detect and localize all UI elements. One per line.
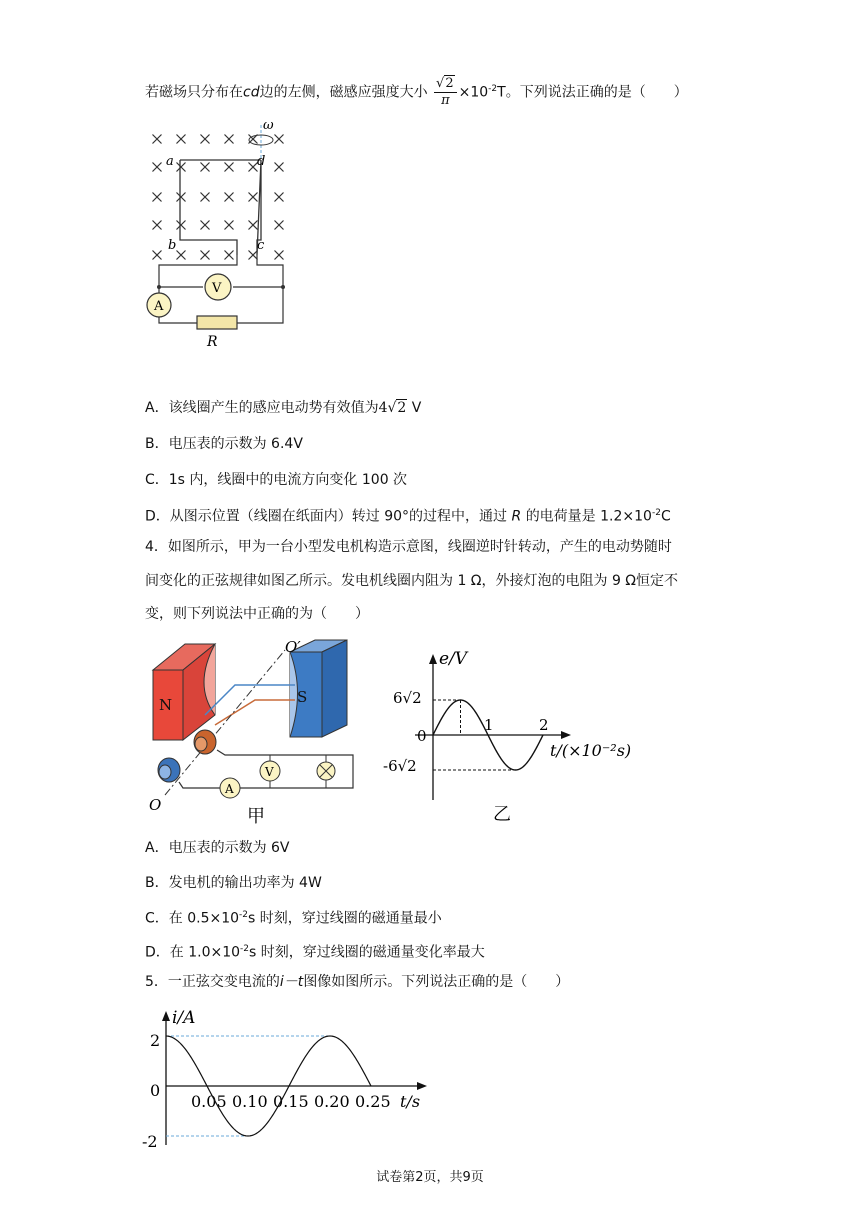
x-axis-label: t/(×10⁻²s): [550, 741, 632, 760]
field-cross-icon: [225, 163, 234, 172]
field-cross-icon: [201, 163, 210, 172]
label-o-prime: O′: [285, 638, 301, 656]
y-axis-label: e/V: [439, 649, 468, 669]
field-cross-icon: [275, 251, 284, 260]
field-cross-icon: [153, 251, 162, 260]
x-tick-label: 0.05: [191, 1092, 227, 1111]
y-tick-label: -6√2: [383, 757, 417, 775]
svg-text:N: N: [159, 696, 173, 714]
omega-label: ω: [263, 118, 274, 133]
y-tick-label: -2: [142, 1132, 158, 1151]
coil: [180, 160, 261, 255]
field-cross-icon: [177, 135, 186, 144]
field-cross-icon: [225, 221, 234, 230]
svg-text:V: V: [265, 765, 274, 779]
field-cross-icon: [177, 193, 186, 202]
x-tick-labels: [191, 1092, 391, 1111]
resistor-icon: [197, 316, 237, 329]
q4-option-b: B．发电机的输出功率为 4W: [145, 875, 322, 891]
field-cross-icon: [201, 251, 210, 260]
field-cross-icon: [225, 251, 234, 260]
caption-yi: 乙: [493, 804, 511, 825]
svg-text:V: V: [212, 281, 222, 296]
field-cross-icon: [153, 193, 162, 202]
x-tick-label: 0.25: [355, 1092, 391, 1111]
q3-option-c: C．1s 内，线圈中的电流方向变化 100 次: [145, 472, 408, 488]
q3-fraction: $\frac{√2}{\pi}$: [434, 76, 457, 109]
y-tick-label: 0: [150, 1081, 161, 1100]
q4-option-a: A．电压表的示数为 6V: [145, 840, 290, 856]
page-footer: 试卷第2页，共9页: [376, 1170, 484, 1185]
field-cross-icon: [153, 163, 162, 172]
q4-stem-line2: 间变化的正弦规律如图乙所示。发电机线圈内阻为 1 Ω，外接灯泡的电阻为 9 Ω恒定不: [145, 573, 679, 589]
field-cross-icon: [225, 135, 234, 144]
field-cross-icon: [249, 221, 258, 230]
label-c: c: [257, 238, 265, 253]
x-axis-label: t/s: [400, 1092, 421, 1111]
field-cross-icon: [225, 193, 234, 202]
field-cross-icon: [249, 193, 258, 202]
q5-stem: 5．一正弦交变电流的i－t图像如图所示。下列说法正确的是（ ）: [145, 974, 570, 990]
y-tick-label: 2: [150, 1031, 161, 1050]
q3-option-b: B．电压表的示数为 6.4V: [145, 436, 303, 452]
q3-circuit-figure: [145, 115, 315, 355]
field-cross-icon: [275, 135, 284, 144]
field-cross-icon: [153, 135, 162, 144]
x-tick-label: 2: [539, 716, 549, 734]
field-cross-icon: [201, 193, 210, 202]
current-time-chart: [140, 1005, 460, 1150]
field-cross-icon: [275, 193, 284, 202]
field-cross-icon: [177, 221, 186, 230]
emf-time-chart: [375, 640, 645, 830]
field-cross-icon: [275, 163, 284, 172]
q3-cd: cd: [243, 84, 260, 101]
q4-option-d: D．在 $1.0\times 10^{-2}s$ 时刻，穿过线圈的磁通量变化率最大: [145, 944, 485, 961]
field-cross-icon: [275, 221, 284, 230]
label-R: R: [207, 334, 218, 350]
x-tick-label: 0.15: [273, 1092, 309, 1111]
label-a: a: [166, 154, 174, 169]
svg-text:A: A: [225, 782, 234, 796]
q4-option-c: C．在 $0.5\times 10^{-2}s$ 时刻，穿过线圈的磁通量最小: [145, 910, 442, 927]
svg-text:S: S: [297, 688, 308, 706]
field-cross-icon: [201, 135, 210, 144]
y-tick-label: 0: [417, 727, 427, 745]
q3-stem: 若磁场只分布在cd边的左侧，磁感应强度大小 $\frac{√2}{\pi}$ $\times 10^{-2}T$。下列说法正确的是（ ）: [145, 76, 688, 108]
x-tick-label: 1: [484, 716, 494, 734]
svg-text:A: A: [154, 299, 164, 314]
x-tick-label: 0.10: [232, 1092, 268, 1111]
q3-option-a: A．该线圈产生的感应电动势有效值为4√2 V: [145, 400, 422, 416]
x-tick-label: 0.20: [314, 1092, 350, 1111]
label-d: d: [257, 154, 266, 169]
caption-jia: 甲: [247, 806, 265, 827]
field-cross-icon: [177, 163, 186, 172]
field-cross-icon: [153, 221, 162, 230]
field-cross-icon: [177, 251, 186, 260]
y-tick-label: 6√2: [393, 689, 422, 707]
label-o: O: [149, 796, 162, 814]
label-b: b: [168, 238, 177, 253]
field-cross-icon: [201, 221, 210, 230]
generator-figure: [145, 630, 375, 830]
q3-option-d: D．从图示位置（线圈在纸面内）转过 90°的过程中，通过 R 的电荷量是 $1.2\times 10^{-2}C$: [145, 508, 671, 525]
q4-stem-line1: 4．如图所示，甲为一台小型发电机构造示意图，线圈逆时针转动，产生的电动势随时: [145, 539, 672, 555]
q4-stem-line3: 变，则下列说法中正确的为（ ）: [145, 606, 369, 622]
y-axis-label: i/A: [172, 1008, 196, 1028]
